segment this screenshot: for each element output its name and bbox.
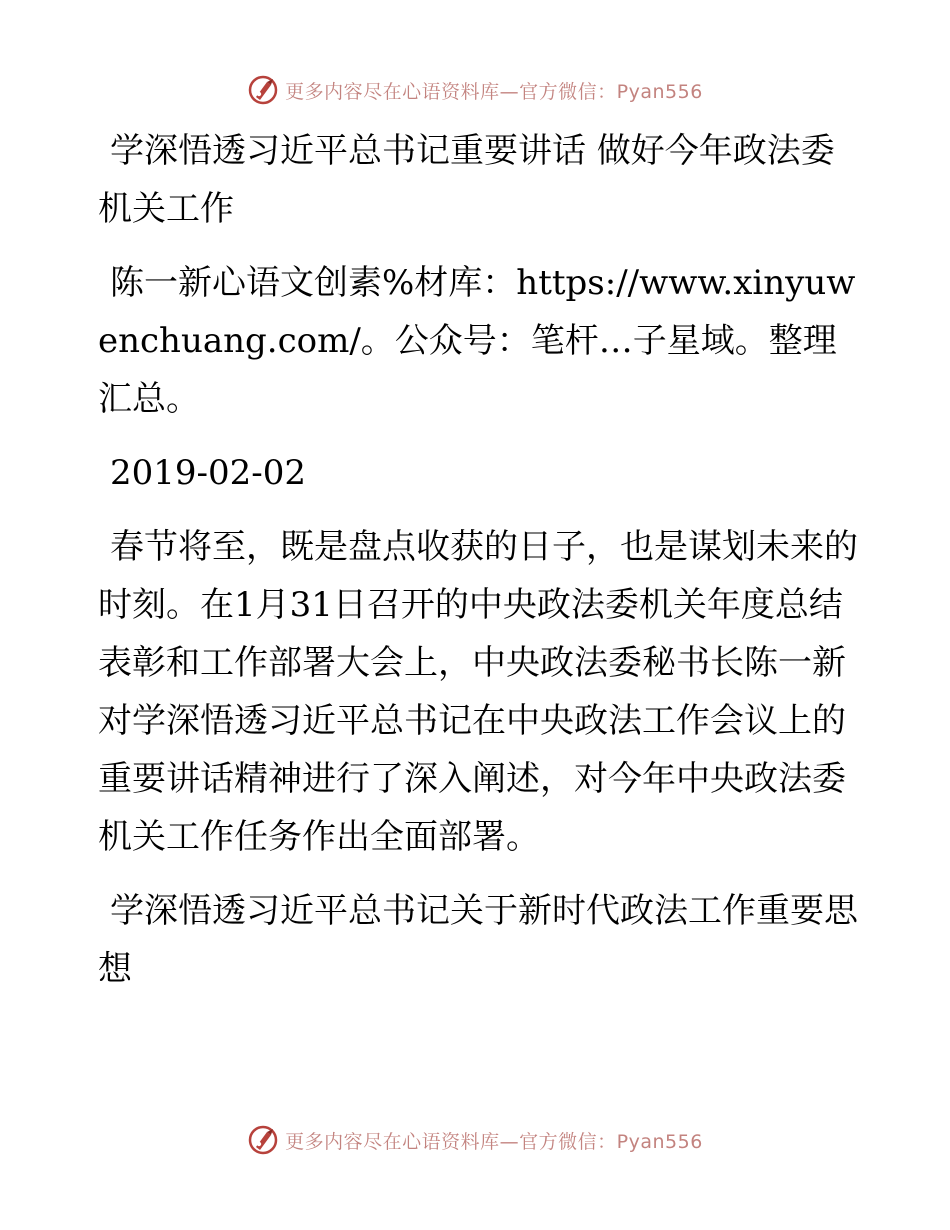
footer-watermark-banner: [0, 1120, 950, 1160]
section-heading: 学深悟透习近平总书记关于新时代政法工作重要思想: [98, 891, 858, 989]
body-paragraph: 春节将至，既是盘点收获的日子，也是谋划未来的时刻。在1月31日召开的中央政法委机关年度总结表彰和工作部署大会上，中央政法委秘书长陈一新对学深悟透习近平总书记在中央政法工作会议上的重要讲话精神进行了深入阐述，对今年中央政法委机关工作任务作出全面部署。: [98, 527, 858, 857]
document-title: 学深悟透习近平总书记重要讲话 做好今年政法委机关工作: [98, 131, 835, 229]
pen-nib-logo-icon: [247, 74, 279, 106]
source-line: 陈一新心语文创素%材库：https://www.xinyuwenchuang.com/。公众号：笔杆…子星域。整理汇总。: [98, 263, 856, 419]
document-body: [98, 122, 858, 1014]
watermark-text: 更多内容尽在心语资料库—官方微信：Pyan556: [285, 1130, 703, 1153]
pen-nib-logo-icon: [247, 1124, 279, 1156]
header-watermark-banner: [0, 70, 950, 110]
publish-date: 2019-02-02: [110, 453, 307, 493]
watermark-text: 更多内容尽在心语资料库—官方微信：Pyan556: [285, 80, 703, 103]
